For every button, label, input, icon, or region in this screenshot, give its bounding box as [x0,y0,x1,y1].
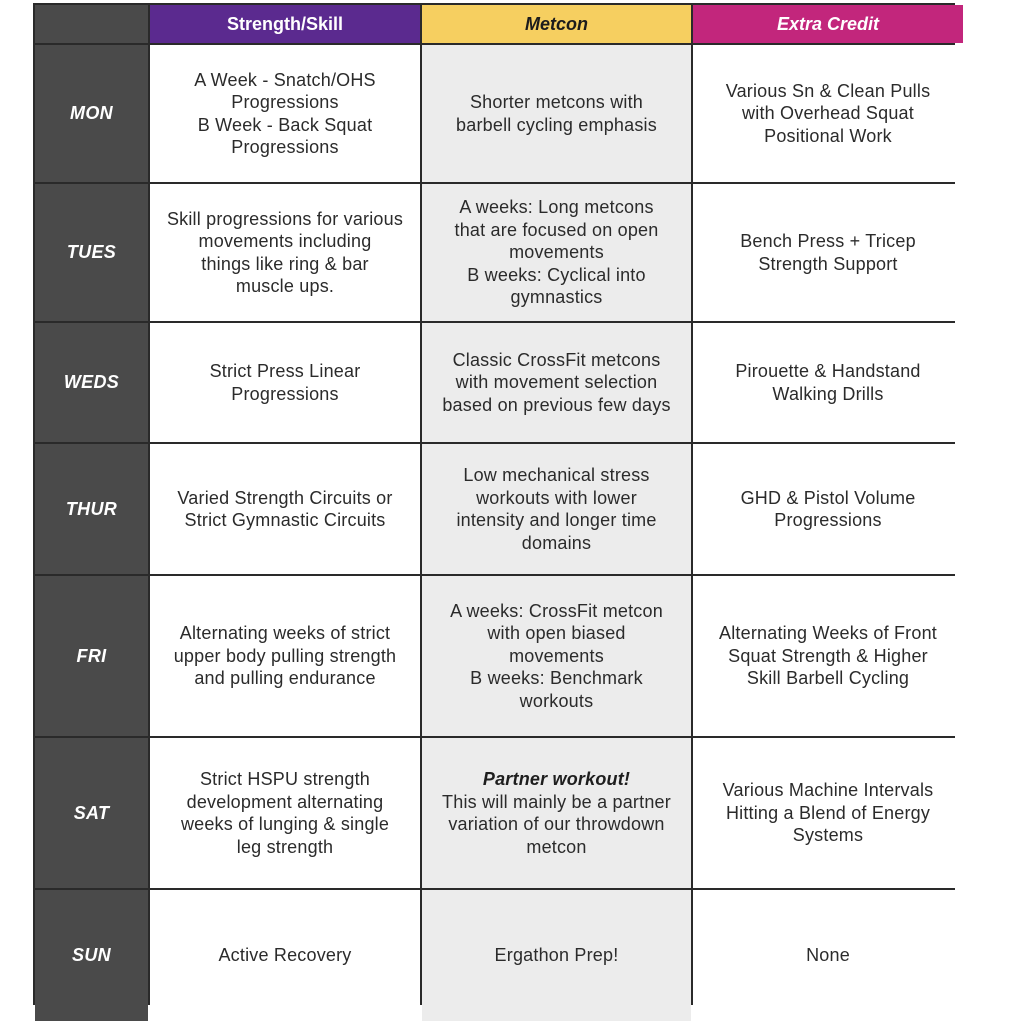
cell-text-line: Shorter metcons with [469,92,644,112]
cell-text-line: Skill progressions for various [166,208,404,229]
cell-text-line: B Week - Back Squat [197,114,373,135]
cell-text-line: A weeks: Long metcons [459,197,654,218]
metcon-emphasis-text: Partner workout! [482,769,631,789]
cell-text-line: Active Recovery [218,945,352,966]
cell-text-line: workouts [519,690,594,711]
cell-text-line: Squat Strength & Higher [728,645,928,666]
cell-text-line: None [806,945,850,966]
metcon-cell-sat [422,738,691,888]
cell-text-line: domains [521,532,592,553]
strength-skill-cell-weds [150,323,420,442]
cell-text-line: Various Sn & Clean Pulls [725,80,931,101]
strength-skill-cell-sat [150,738,420,888]
cell-text-line: Strict Press Linear [209,361,361,381]
extra-credit-cell-sun [693,890,963,1021]
cell-text-line: Skill Barbell Cycling [746,668,910,689]
cell-text-line: movements [509,242,604,263]
metcon-cell-tues [422,184,691,321]
cell-text-line: A Week - Snatch/OHS [194,69,376,90]
cell-text-line: Progressions [231,137,339,157]
extra-credit-cell-mon [693,45,963,182]
cell-text-line: Strict HSPU strength [199,769,371,789]
cell-text-line: Low mechanical stress [463,465,650,485]
cell-text-line: Ergathon Prep! [494,945,619,966]
extra-credit-cell-thur [693,444,963,574]
strength-skill-cell-sun [150,890,420,1021]
cell-text-line: barbell cycling emphasis [456,114,657,135]
cell-text-line: movements including [198,231,372,251]
header-corner [35,5,148,43]
cell-text-line: B weeks: Benchmark [470,668,643,689]
extra-credit-cell-weds [693,323,963,442]
cell-text-line: Progressions [231,383,339,404]
cell-text-line: variation of our throwdown [448,814,665,834]
day-label-weds: WEDS [35,323,148,442]
cell-text-line: Classic CrossFit metcons [452,349,661,370]
extra-credit-cell-sat [693,738,963,888]
metcon-cell-fri [422,576,691,736]
day-label-sun: SUN [35,890,148,1021]
cell-text-line: based on previous few days [442,394,671,415]
header-metcon: Metcon [422,5,691,43]
strength-skill-cell-tues [150,184,420,321]
cell-text-line: development alternating [186,791,384,812]
cell-text-line: Pirouette & Handstand [735,361,921,381]
metcon-cell-thur [422,444,691,574]
header-extra-credit: Extra Credit [693,5,963,43]
cell-text-line: movements [509,645,604,666]
cell-text-line: Hitting a Blend of Energy [725,802,931,823]
cell-text-line: upper body pulling strength [173,645,397,666]
extra-credit-cell-fri [693,576,963,736]
cell-text-line: muscle ups. [235,276,335,296]
cell-text-line: Various Machine Intervals [722,780,934,801]
extra-credit-cell-tues [693,184,963,321]
cell-text-line: intensity and longer time [456,510,657,530]
day-label-tues: TUES [35,184,148,321]
cell-text-line: B weeks: Cyclical into [467,264,646,285]
cell-text-line: This will mainly be a partner [442,791,671,812]
cell-text-line: with movement selection [455,372,658,393]
cell-text-line: Systems [792,825,864,846]
weekly-schedule-table [33,3,955,1005]
strength-skill-cell-thur [150,444,420,574]
cell-text-line: leg strength [236,836,334,857]
metcon-cell-mon [422,45,691,182]
header-strength-skill: Strength/Skill [150,5,420,43]
cell-text-line: and pulling endurance [194,668,376,689]
day-label-sat: SAT [35,738,148,888]
cell-text-line: GHD & Pistol Volume [740,487,916,508]
cell-text-line: Bench Press + Tricep [740,231,916,251]
cell-text-line: Strength Support [758,253,898,274]
strength-skill-cell-fri [150,576,420,736]
cell-text-line: Varied Strength Circuits or [177,487,393,508]
cell-text-line: workouts with lower [476,487,637,508]
cell-text-line: Progressions [774,510,882,530]
cell-text-line: A weeks: CrossFit metcon [450,600,663,621]
cell-text-line: Progressions [231,92,339,112]
cell-text-line: Walking Drills [772,383,884,404]
strength-skill-cell-mon [150,45,420,182]
metcon-cell-weds [422,323,691,442]
cell-text-line: weeks of lunging & single [180,814,390,834]
cell-text-line: that are focused on open [454,219,659,240]
day-label-mon: MON [35,45,148,182]
cell-text-line: things like ring & bar [201,253,369,274]
cell-text-line: Alternating Weeks of Front [719,623,937,644]
cell-text-line: with Overhead Squat [742,103,914,124]
day-label-thur: THUR [35,444,148,574]
cell-text-line: Alternating weeks of strict [179,623,391,644]
cell-text-line: gymnastics [510,287,603,308]
cell-text-line: Positional Work [764,125,892,146]
day-label-fri: FRI [35,576,148,736]
cell-text-line: Strict Gymnastic Circuits [184,510,386,530]
metcon-cell-sun [422,890,691,1021]
cell-text-line: metcon [526,836,587,857]
cell-text-line: with open biased [487,623,626,644]
